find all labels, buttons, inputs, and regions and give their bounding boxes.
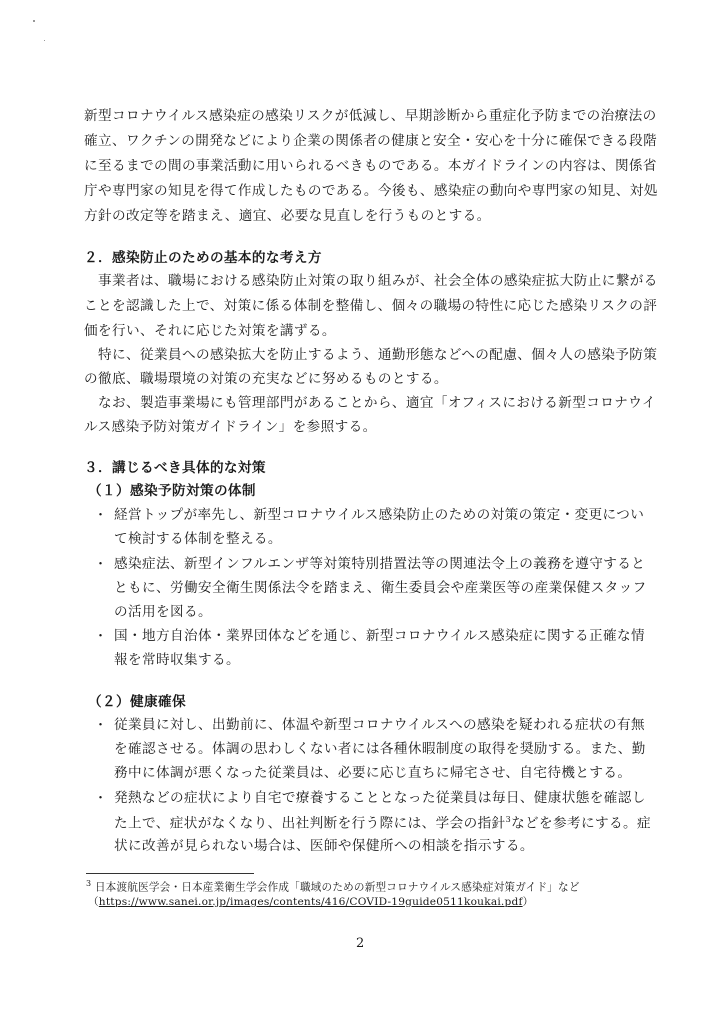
- paragraph-line: 特に、従業員への感染拡大を防止するよう、通勤形態などへの配慮、個々人の感染予防策: [98, 347, 658, 363]
- bullet-line: 感染症法、新型インフルエンザ等対策特別措置法等の関連法令上の義務を遵守すると: [114, 556, 646, 572]
- bullet-glyph: ・: [94, 718, 108, 733]
- intro-line: 確立、ワクチンの開発などにより企業の関係者の健康と安全・安心を十分に確保できる段階: [84, 133, 658, 149]
- section-heading: ２．感染防止のための基本的な考え方: [84, 250, 322, 266]
- bullet-line: て検討する体制を整える。: [114, 531, 282, 547]
- bullet-glyph: ・: [94, 557, 108, 572]
- bullet-glyph: ・: [94, 629, 108, 644]
- bullet-line: 経営トップが率先し、新型コロナウイルス感染防止のための対策の策定・変更につい: [114, 507, 645, 523]
- bullet-line: [114, 816, 651, 831]
- bullet-line: 発熱などの症状により自宅で療養することとなった従業員は毎日、健康状態を確認し: [114, 790, 646, 806]
- footnote-url-line: [88, 897, 533, 908]
- bullet-text-segment: た上で、症状がなくなり、出社判断を行う際には、学会の指針: [114, 815, 506, 832]
- footnote-text: 日本渡航医学会・日本産業衛生学会作成「職域のための新型コロナウイルス感染症対策ガイド」など: [94, 881, 580, 894]
- footnote-divider: [86, 873, 254, 874]
- bullet-text-segment: などを参考にする。症: [511, 815, 651, 832]
- bullet-line: 報を常時収集する。: [114, 652, 240, 668]
- section-heading: ３．講じるべき具体的な対策: [84, 460, 266, 476]
- footnote-paren: ）: [522, 896, 534, 908]
- footnote-paren: （: [88, 896, 99, 908]
- paragraph-line: なお、製造事業場にも管理部門があることから、適宜「オフィスにおける新型コロナウイ: [98, 395, 656, 411]
- paragraph-line: ことを認識した上で、対策に係る体制を整備し、個々の職場の特性に応じた感染リスクの評: [84, 298, 658, 314]
- bullet-glyph: ・: [94, 791, 108, 806]
- footnote-link[interactable]: https://www.sanei.or.jp/images/contents/416/COVID-19guide0511koukai.pdf: [98, 896, 523, 908]
- bullet-line: 状に改善が見られない場合は、医師や保健所への相談を指示する。: [114, 838, 534, 854]
- paragraph-line: 価を行い、それに応じた対策を講ずる。: [84, 323, 336, 339]
- paragraph-line: ルス感染予防対策ガイドライン」を参照する。: [84, 419, 377, 435]
- bullet-line: 従業員に対し、出勤前に、体温や新型コロナウイルスへの感染を疑われる症状の有無: [114, 717, 645, 733]
- bullet-line: ともに、労働安全衛生関係法令を踏まえ、衛生委員会や産業医等の産業保健スタッフ: [114, 580, 647, 596]
- intro-line: 庁や専門家の知見を得て作成したものである。今後も、感染症の動向や専門家の知見、対処: [84, 183, 658, 199]
- paragraph-line: の徹底、職場環境の対策の充実などに努めるものとする。: [84, 371, 448, 387]
- intro-line: に至るまでの間の事業活動に用いられるべきものである。本ガイドラインの内容は、関係省: [84, 158, 657, 174]
- scan-speck: [33, 20, 35, 22]
- footnote-number: 3: [86, 879, 92, 888]
- intro-line: 方針の改定等を踏まえ、適宜、必要な見直しを行うものとする。: [84, 208, 491, 224]
- bullet-line: 務中に体調が悪くなった従業員は、必要に応じ直ちに帰宅させ、自宅待機とする。: [114, 765, 632, 781]
- bullet-line: の活用を図る。: [114, 604, 212, 620]
- bullet-line: を確認させる。体調の思わしくない者には各種休暇制度の取得を奨励する。また、勤: [114, 741, 646, 757]
- subsection-heading: （１）感染予防対策の体制: [88, 483, 256, 499]
- paragraph-line: 事業者は、職場における感染防止対策の取り組みが、社会全体の感染症拡大防止に繋がる: [98, 273, 658, 289]
- intro-line: 新型コロナウイルス感染症の感染リスクが低減し、早期診断から重症化予防までの治療法の: [84, 108, 657, 124]
- page-number: 2: [356, 936, 365, 951]
- bullet-glyph: ・: [94, 508, 108, 523]
- scan-speck: [44, 40, 45, 41]
- bullet-line: 国・地方自治体・業界団体などを通じ、新型コロナウイルス感染症に関する正確な情: [114, 628, 645, 644]
- subsection-heading: （２）健康確保: [88, 694, 186, 710]
- footnote: [86, 880, 580, 893]
- footnote-reference[interactable]: 3: [505, 815, 512, 824]
